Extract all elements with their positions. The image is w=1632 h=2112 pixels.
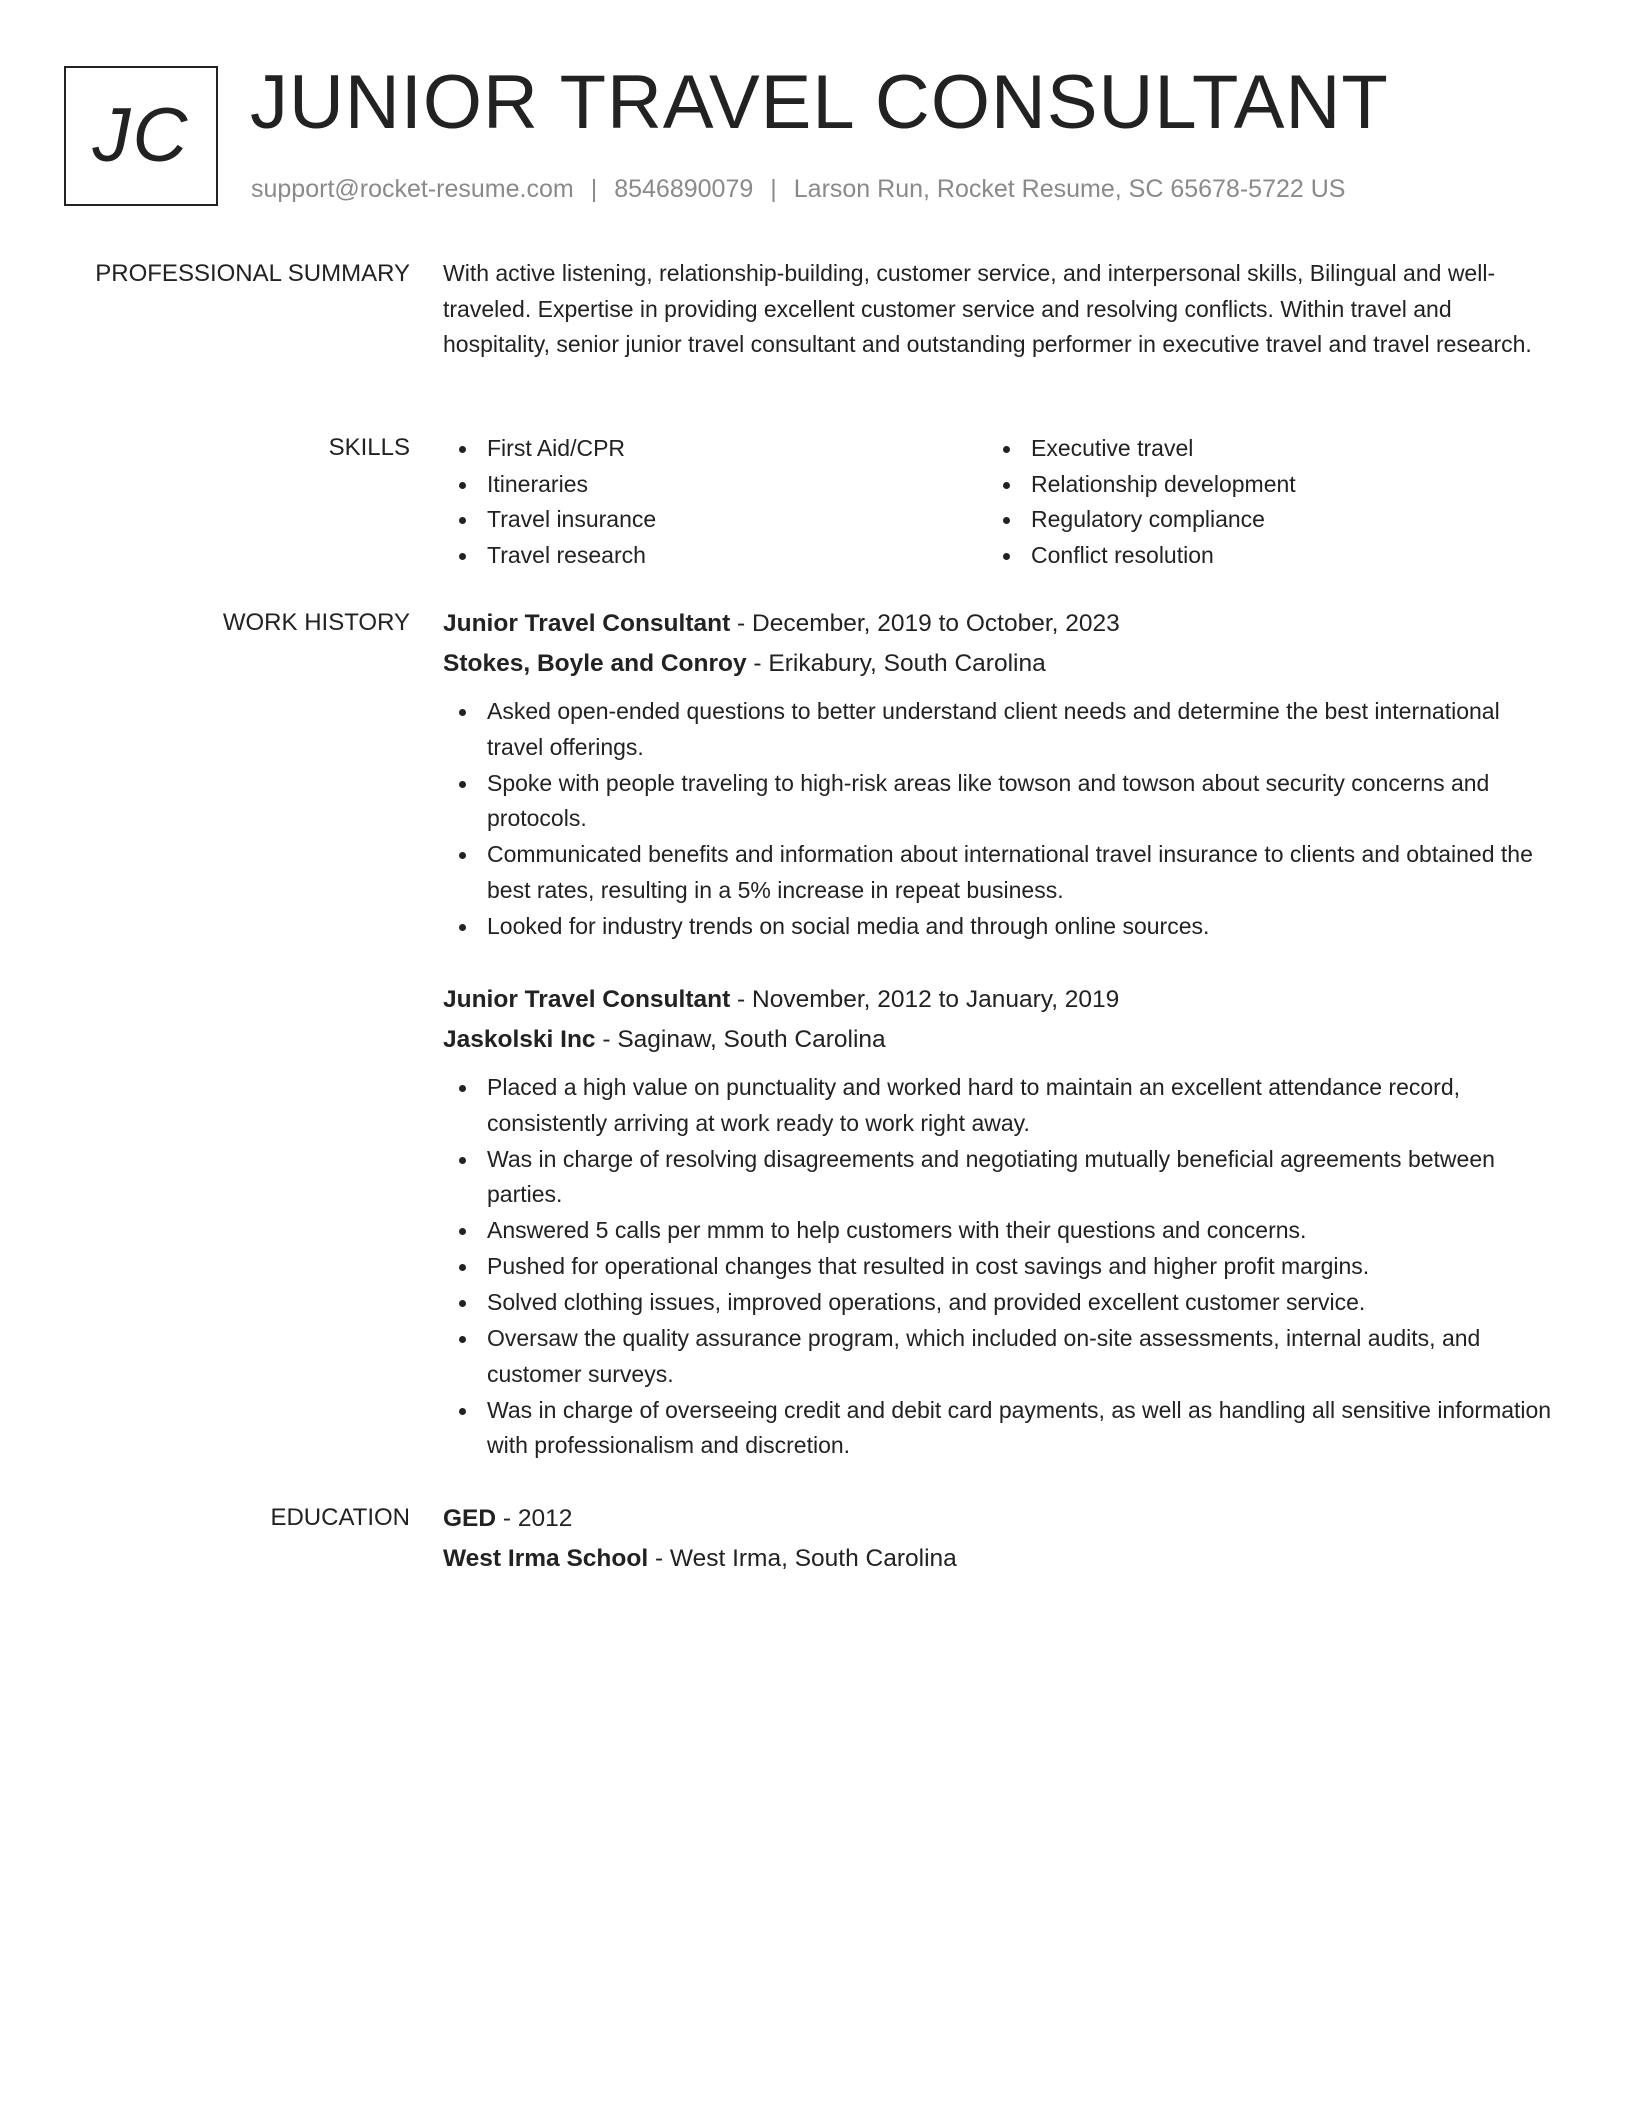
section-label-work: WORK HISTORY (222, 609, 410, 636)
job-bullet: Was in charge of overseeing credit and debit card payments, as well as handling all sensitive information with professionalism and discretion. (443, 1393, 1555, 1464)
skill-item: Itineraries (443, 467, 987, 503)
job-bullet: Spoke with people traveling to high-risk areas like towson and towson about security concerns and protocols. (443, 766, 1555, 837)
section-label-education: EDUCATION (270, 1504, 410, 1531)
job-bullet: Pushed for operational changes that resulted in cost savings and higher profit margins. (443, 1249, 1555, 1285)
job-entry (443, 604, 1555, 945)
job-bullet: Answered 5 calls per mmm to help customers with their questions and concerns. (443, 1213, 1555, 1249)
skills-section (443, 431, 1555, 573)
skill-item: First Aid/CPR (443, 431, 987, 467)
contact-address: Larson Run, Rocket Resume, SC 65678-5722 US (793, 175, 1346, 203)
job-title-line (443, 980, 1555, 1020)
job-bullet: Oversaw the quality assurance program, which included on-site assessments, internal audits, and customer surveys. (443, 1321, 1555, 1392)
education-school-line (443, 1539, 1555, 1579)
job-bullet: Communicated benefits and information about international travel insurance to clients and obtained the best rates, resulting in a 5% increase in repeat business. (443, 837, 1555, 908)
job-bullet: Placed a high value on punctuality and worked hard to maintain an excellent attendance record, consistently arriving at work ready to work right away. (443, 1070, 1555, 1141)
job-dates: - November, 2012 to January, 2019 (730, 986, 1120, 1013)
skill-item: Travel research (443, 538, 987, 574)
skill-item: Conflict resolution (987, 538, 1531, 574)
education-location: - West Irma, South Carolina (648, 1545, 957, 1572)
contact-separator: | (770, 175, 777, 203)
skill-item: Executive travel (987, 431, 1531, 467)
job-bullet: Was in charge of resolving disagreements and negotiating mutually beneficial agreements between parties. (443, 1142, 1555, 1213)
section-label-summary: PROFESSIONAL SUMMARY (95, 260, 410, 287)
skill-item: Regulatory compliance (987, 502, 1531, 538)
job-entry (443, 980, 1555, 1464)
education-school: West Irma School (443, 1545, 649, 1572)
job-title: Junior Travel Consultant (443, 986, 731, 1013)
contact-separator: | (590, 175, 598, 203)
job-company: Jaskolski Inc (443, 1026, 596, 1053)
job-bullet-list (443, 694, 1555, 944)
education-degree: GED (443, 1505, 497, 1532)
job-bullet: Solved clothing issues, improved operations, and provided excellent customer service. (443, 1285, 1555, 1321)
skills-list-right (987, 431, 1531, 573)
job-bullet: Asked open-ended questions to better understand client needs and determine the best international travel offerings. (443, 694, 1555, 765)
job-bullet-list (443, 1070, 1555, 1464)
skill-item: Relationship development (987, 467, 1531, 503)
job-company: Stokes, Boyle and Conroy (443, 650, 747, 677)
job-dates: - December, 2019 to October, 2023 (730, 610, 1120, 637)
job-company-line (443, 1020, 1555, 1060)
job-location: - Erikabury, South Carolina (746, 650, 1046, 677)
contact-email: support@rocket-resume.com (251, 175, 574, 203)
job-location: - Saginaw, South Carolina (595, 1026, 886, 1053)
section-label-skills: SKILLS (328, 434, 410, 461)
contact-line (251, 172, 1345, 206)
job-company-line (443, 644, 1555, 684)
skill-item: Travel insurance (443, 502, 987, 538)
monogram-initials: JC (92, 93, 190, 178)
resume-title: JUNIOR TRAVEL CONSULTANT (250, 60, 1389, 145)
job-title-line (443, 604, 1555, 644)
contact-phone: 8546890079 (614, 175, 754, 203)
education-entry (443, 1499, 1555, 1579)
summary-text: With active listening, relationship-building, customer service, and interpersonal skills, Bilingual and well-traveled. Expertise in providing excellent customer service and resolving conflicts. Within travel and hospitality, senior junior travel consultant and outstanding performer in executive travel and travel research. (443, 260, 1532, 357)
education-degree-line (443, 1499, 1555, 1539)
job-title: Junior Travel Consultant (443, 610, 731, 637)
monogram-box (64, 66, 218, 206)
education-year: - 2012 (496, 1505, 573, 1532)
summary-section (443, 256, 1555, 363)
skills-list-left (443, 431, 987, 573)
skills-grid (443, 431, 1555, 573)
job-bullet: Looked for industry trends on social media and through online sources. (443, 909, 1555, 945)
